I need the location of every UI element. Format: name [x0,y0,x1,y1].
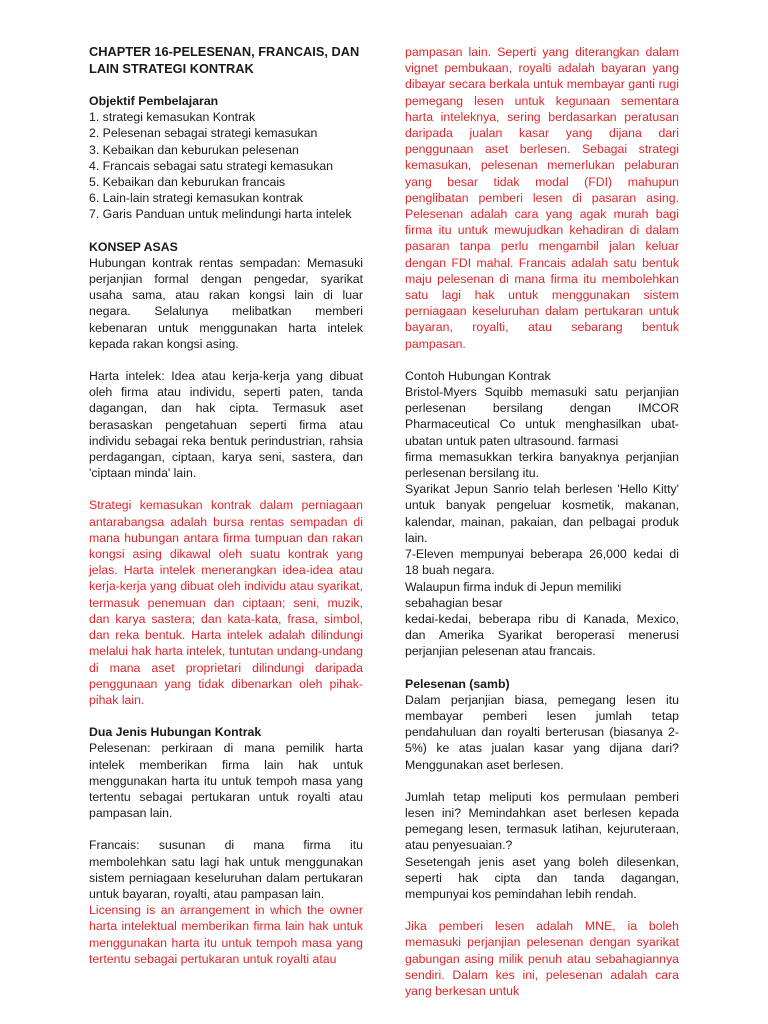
objectives-heading: Objektif Pembelajaran [89,94,219,108]
example-stores: kedai-kedai, beberapa ribu di Kanada, Mexico, dan Amerika Syarikat beroperasi menerusi perjanjian pelesenan atau francais. [405,611,679,659]
concept-paragraph: Hubungan kontrak rentas sempadan: Memasuki perjanjian formal dengan pengedar, syarikat usaha sama, atau rakan kongsi lain di luar negara. Selalunya melibatkan memberi kebenaran untuk menggunakan harta intelek kepada rakan kongsi asing. [89,255,363,351]
left-column [89,44,363,967]
list-item: 4. Francais sebagai satu strategi kemasukan [89,158,334,173]
licensing-definition: Pelesenan: perkiraan di mana pemilik harta intelek memberikan firma lain hak untuk menggunakan harta itu untuk tempoh masa yang tertentu sebagai pertukaran untuk royalti atau pampasan lain. [89,741,363,821]
intellectual-property-paragraph: Harta intelek: Idea atau kerja-kerja yang dibuat oleh firma atau individu, seperti paten, tanda dagangan, dan hak cipta. Termasuk aset berasaskan pengetahuan seperti firma atau individu sebagai reka bentuk perindustrian, rahsia perdagangan, ciptaan, karya seni, sastera, dan 'ciptaan minda' lain. [89,369,363,481]
examples-heading: Contoh Hubungan Kontrak [405,368,551,383]
right-column [405,44,679,999]
list-item: 3. Kebaikan dan keburukan pelesenan [89,142,299,157]
example-7-eleven: 7-Eleven mempunyai beberapa 26,000 kedai di 18 buah negara. [405,547,679,578]
list-item: 5. Kebaikan dan keburukan francais [89,175,286,190]
mne-licensing-paragraph: Jika pemberi lesen adalah MNE, ia boleh memasuki perjanjian pelesenan dengan syarikat gabungan asing milik penuh atau sebahagiannya sendiri. Dalam kes ini, pelesenan adalah cara yang berkesan untuk [405,919,679,998]
list-item: 2. Pelesenan sebagai strategi kemasukan [89,126,318,141]
example-bristol-myers: Bristol-Myers Squibb memasuki satu perjanjian perlesenan bersilang dengan IMCOR Pharmaceutical Co untuk menghasilkan ubat-ubatan untuk paten ultrasound. farmasi [405,385,679,448]
licensing-cont-heading: Pelesenan (samb) [405,676,510,691]
contract-strategy-paragraph: Strategi kemasukan kontrak dalam perniagaan antarabangsa adalah bursa rentas sempadan di mana hubungan antara firma tumpuan dan rakan kongsi asing dikawal oleh suatu kontrak yang jelas. Harta intelek menerangkan idea-idea atau kerja-kerja yang dibuat oleh individu atau syarikat, termasuk penemuan dan ciptaan; seni, muzik, dan karya sastera; dan kata-kata, frasa, simbol, dan reka bentuk. Harta intelek adalah dilindungi melalui hak harta intelek, tuntutan undang-undang di mana aset proprietari dilindungi daripada penggunaan yang tidak dibenarkan oleh pihak-pihak lain. [89,498,363,707]
chapter-title: CHAPTER 16-PELESENAN, FRANCAIS, DAN LAIN STRATEGI KONTRAK [89,44,360,76]
fixed-amount-paragraph: Jumlah tetap meliputi kos permulaan pemberi lesen ini? Memindahkan aset berlesen kepada pemegang lesen, termasuk latihan, kejuruteraan, atau penyesuaian.? [405,789,679,853]
list-item: 7. Garis Panduan untuk melindungi harta intelek [89,207,352,222]
list-item: 1. strategi kemasukan Kontrak [89,110,256,125]
list-item: 6. Lain-lain strategi kemasukan kontrak [89,191,303,206]
licensing-arrangement-paragraph: Licensing is an arrangement in which the owner harta intelektual memberikan firma lain hak untuk menggunakan harta itu untuk tempoh masa yang tertentu sebagai pertukaran untuk royalti atau [89,903,363,966]
royalty-paragraph: pampasan lain. Seperti yang diterangkan dalam vignet pembukaan, royalti adalah bayaran yang dibayar secara berkala untuk membayar ganti rugi pemegang lesen untuk kegunaan sementara harta inteleknya, sering berdasarkan peratusan daripada jualan kasar yang dijana dari penggunaan aset berlesen. Sebagai strategi kemasukan, pelesenan memerlukan pelaburan yang besar tidak modal (FDI) mahupun penglibatan pemberi lesen di pasaran asing. Pelesenan adalah cara yang agak murah bagi firma itu untuk mewujudkan kehadiran di dalam pasaran tanpa perlu mengambil jalan keluar dengan FDI mahal. Francais adalah satu bentuk maju pelesenan di mana firma itu membolehkan satu lagi hak untuk menggunakan sistem perniagaan keseluruhan dalam pertukaran untuk bayaran, royalti, atau sebarang bentuk pampasan. [405,45,679,351]
concept-heading: KONSEP ASAS [89,239,178,254]
licensing-agreement-paragraph: Dalam perjanjian biasa, pemegang lesen itu membayar pemberi lesen jumlah tetap pendahuluan dan royalti berterusan (biasanya 2-5%) ke atas jualan kasar yang dijana dari? Menggunakan aset berlesen. [405,692,679,772]
example-parent-firm: Walaupun firma induk di Jepun memiliki sebahagian besar [405,579,622,610]
asset-types-paragraph: Sesetengah jenis aset yang boleh dilesenkan, seperti hak cipta dan tanda dagangan, mempunyai kos pemindahan lebih rendah. [405,854,679,901]
example-sanrio: Syarikat Jepun Sanrio telah berlesen 'Hello Kitty' untuk banyak pengeluar kosmetik, makanan, kalendar, mainan, pakaian, dan pelbagai produk lain. [405,482,679,545]
franchising-definition: Francais: susunan di mana firma itu membolehkan satu lagi hak untuk menggunakan sistem perniagaan keseluruhan dalam pertukaran untuk bayaran, royalti, atau pampasan lain. [89,838,363,901]
contract-types-heading: Dua Jenis Hubungan Kontrak [89,725,262,740]
example-cross-licensing: firma memasukkan terkira banyaknya perjanjian perlesenan bersilang itu. [405,449,679,481]
objectives-list [89,109,363,222]
